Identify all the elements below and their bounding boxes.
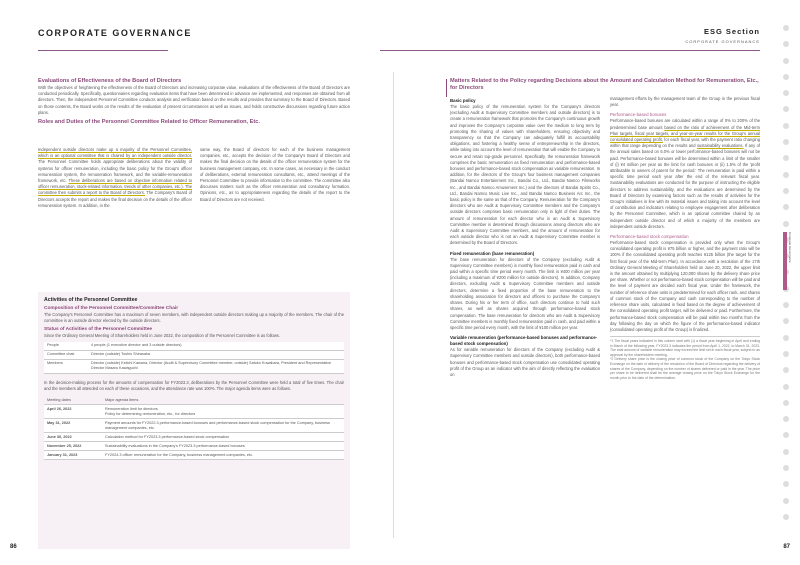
activities-content [44, 297, 344, 460]
variable-continued: management efforts by the management team of the Group in the previous fiscal year. [610, 96, 760, 108]
basic-policy-title: Basic policy [450, 98, 476, 103]
roles-underline-2: These deliberations are based on objective information related to officer remuneration, stock-related information, trends of other companies, etc.). The committee then submits a report to the Board of Directors. [38, 178, 193, 196]
table-header-cell: Major agenda items [102, 396, 344, 405]
fixed-body: The base remuneration for directors of the Company (excluding Audit & Supervisory Committee members) is monthly fixed remuneration paid in cash and paid within a specific time period every month. The limit is ¥400 million per year (including a maximum of ¥200 million for outside directors). In addition, Company directors, excluding Audit & Supervisory Committee members and outside directors, determine a fixed proportion of the base remuneration to the shareholding association for directors and officers to purchase the Company's shares. During his or her term of office, such directors continue to hold such shares, as well as shares acquired through performance-based stock compensation. The base remuneration for directors who are Audit & Supervisory Committee members is monthly fixed remuneration paid in cash, and paid within a specific time period every month, with the limit of ¥100 million per year. [450, 256, 600, 330]
side-nav-dot[interactable] [783, 384, 789, 390]
table-cell: Director (outside) Toshio Shirasaka [88, 350, 344, 359]
roles-body-1 [38, 147, 192, 209]
variable-body: As for variable remuneration for directors of the Company (excluding Audit & Supervisory Committee members and outside directors), both performance-based bonuses and performance-based stock compensation use consolidated operating profit of the Group as an indicator with the aim of directly reflecting the evaluation on [450, 347, 600, 377]
side-nav-dot[interactable] [783, 432, 789, 438]
roles-underline-1: Independent outside directors make up a majority of the Personnel Committee, which is an optional committee that is chaired by an independent outside director. [38, 147, 192, 159]
activities-title: Activities of the Personnel Committee [44, 297, 138, 303]
bonus-body [610, 118, 760, 230]
stock-title: Performance-based stock compensation [610, 234, 689, 240]
side-nav-dot[interactable] [783, 367, 789, 373]
side-nav-dot[interactable] [783, 351, 789, 357]
roles-text-1: The Personnel Committee holds appropriate deliberations about the validity of systems for officer remuneration, including the basic policy for the Group's officer remuneration system, the remuneration framework, and the variable-remuneration framework, etc. [38, 159, 192, 184]
roles-col-1 [38, 147, 192, 209]
eval-title: Evaluations of Effectiveness of the Board of Directors [38, 78, 182, 84]
side-nav-dot[interactable] [783, 449, 789, 455]
side-nav-dot[interactable] [783, 41, 789, 47]
section-tab-label: Corporate Governance [788, 232, 792, 263]
table-cell: Remuneration limit for directors Policy for determining remuneration, etc., for directors [102, 405, 344, 419]
roles-body-2: same way, the Board of directors for each of the business management companies, etc., accepts the decision of the Company's Board of Directors and makes the final decision on the details of the officer remuneration system for the business management company, etc. In some cases, as necessary in the conduct of deliberations, external remuneration consultants, etc., attend meetings of the Personnel Committee to provide information to the committee. The committee also discusses matters such as the officer remuneration and consultancy formation. Opinions, etc., as to appropriateness regarding the details of the report to the Board of Directors are not received. [200, 147, 350, 202]
table-cell: April 26, 2022 [44, 405, 102, 419]
side-nav-dot[interactable] [783, 25, 789, 31]
table-cell: 4 people (1 executive director and 3 outside directors) [88, 342, 344, 351]
status-body: Since the Ordinary General Meeting of Shareholders held in June 2022, the composition of the Personnel Committee is as follows. [44, 333, 280, 339]
header-rule-left [38, 50, 168, 51]
table-cell: Director (outside) Keiichi Kawana, Director (Audit & Supervisory Committee member, outside) Satoko Kuwabara, President and Representative Director Masaru Kawaguchi [88, 359, 344, 373]
table-cell: Sustainability evaluations in the Company's FY2023.3 performance-based bonuses [102, 442, 344, 451]
side-nav-dot[interactable] [783, 465, 789, 471]
roles-text-2: The Company's Board of Directors accepts the report and makes the final decision on the details of the officer remuneration system. In addition, in the [38, 190, 193, 208]
stock-body: Performance-based stock compensation is provided only when the Group's consolidated operating profit is ¥75 billion or higher, and the payment ratio will be 100% if the consolidated operating profit reaches ¥125 billion (the target for the first fiscal year of the Mid-term Plan). In accordance with a resolution of the 17th Ordinary General Meeting of Shareholders held on June 20, 2022, the upper limit is the amount obtained by multiplying 120,000 shares by the delivery share price per share. Whether or not performance-based stock compensation will be paid and the level of payment are decided each fiscal year. Under the framework, the number of reference share units is predetermined for each officer rank, and shares of common stock of the Company and cash corresponding to the number of reference share units, calculated in fixed based on the degree of achievement of the consolidated operating profit target, will be delivered or paid. Furthermore, the performance-based stock compensation will be paid within two months from the day following the day on which the figure of the performance-based indicator (consolidated operating profit of the Group) is finalized. [610, 240, 760, 332]
section-tab-marker[interactable] [783, 232, 787, 290]
table-row [44, 350, 344, 359]
table-cell: Calculation method for FY2023.3 performance-based stock compensation [102, 433, 344, 442]
bonus-underline-1: based on the ratio of achievement of the Mid-term Plan targets, fiscal year targets, and year-on-year results for the Group's annual consolidated operating profit, [610, 124, 761, 143]
basic-policy-body: The basic policy of the remuneration system for the Company's directors (excluding Audit & Supervisory Committee members and outside directors) is to create a remuneration framework that promotes the Company's continuous growth and improves the Company's corporate value over the medium to long term by promoting the sharing of values with shareholders, ensuring objectivity and transparency so that the Company can adequately fulfill its accountability obligations, and fostering a healthy sense of entrepreneurship in the directors, while taking into account the level of remuneration that will enable the Company to secure and retain top-grade personnel. Specifically, the remuneration framework comprises the basic remuneration as fixed remuneration and performance-based bonuses and performance-based stock compensation as variable remuneration. In addition, for the directors of the Group's four business management companies (Bandai Namco Entertainment Inc., Bandai Co., Ltd., Bandai Namco Filmworks Inc., and Bandai Namco Amusement Inc.) and the directors of Bandai Spirits Co., Ltd., Bandai Namco Music Live Inc., and Bandai Namco Business Arc Inc., the basic policy is the same as that of the Company. Remuneration for the Company's directors who are Audit & Supervisory Committee members and the Company's outside directors comprises basic remuneration only in light of their duties. The amount of remuneration for each director who is an Audit & Supervisory Committee member is determined through discussions among directors who are Audit & Supervisory Committee members, and the amount of remuneration for each outside director who is not an Audit & Supervisory Committee member is determined by the Board of Directors. [450, 104, 600, 246]
matters-title: Matters Related to the Policy regarding Decisions about the Amount and Calculation Method for Remuneration, Etc., for Directors [450, 78, 759, 91]
roles-title: Roles and Duties of the Personnel Committee Related to Officer Remuneration, Etc. [38, 119, 260, 126]
page-number-left: 86 [10, 544, 17, 550]
table-cell: Payment amounts for FY2022.3 performance-based bonuses and performance-based stock compensation for the Company, business management companies, etc. [102, 419, 344, 433]
table-row [44, 419, 344, 433]
footnotes [610, 336, 760, 380]
side-nav-dot[interactable] [783, 155, 789, 161]
matters-col-1 [450, 98, 600, 378]
side-nav-dot[interactable] [783, 58, 789, 64]
eval-body: With the objectives of heightening the effectiveness of the Board of Directors and increasing corporate value, evaluations of the effectiveness of the Board of Directors are conducted periodically. Specifically, questionnaires regarding evaluation items that have been determined in advance are implemented, and responses are obtained from all directors. Then, the independent Personnel Committee conducts analysis and verification based on the results and provides that summary to the Board of Directors. Based on those contents, the Board works on the results of the evaluation of present circumstances as well as issues, and holds constructive discussions regarding future action plans. [38, 85, 350, 115]
table-cell: June 30, 2022 [44, 433, 102, 442]
bonus-text-2: for each fiscal year, with the payment ratio changing within that range depending on the results and [610, 137, 760, 149]
header-left: CORPORATE GOVERNANCE [38, 28, 192, 38]
table-cell: November 25, 2022 [44, 442, 102, 451]
table-cell: FY2024.3 officer remuneration for the Company, business management companies, etc. [102, 451, 344, 460]
table-row [44, 442, 344, 451]
composition-title: Composition of the Personnel Committee/Committee Chair [44, 306, 179, 311]
table-row [44, 359, 344, 373]
side-nav-dot[interactable] [783, 302, 789, 308]
table-cell: January 31, 2023 [44, 451, 102, 460]
side-nav-dot[interactable] [783, 106, 789, 112]
members-table [44, 342, 344, 374]
side-nav-dot[interactable] [783, 498, 789, 504]
matters-header [450, 78, 760, 92]
meetings-table [44, 396, 344, 460]
table-row [44, 405, 344, 419]
side-nav-dot[interactable] [783, 416, 789, 422]
composition-body: The Company's Personnel Committee has a maximum of seven members, with independent outside directors making up a majority of the members. The chair of the committee is an outside director elected by the outside directors. [44, 312, 344, 324]
title-accent-line [446, 79, 447, 97]
table-row [44, 342, 344, 351]
side-nav-dot[interactable] [783, 400, 789, 406]
side-nav-dot[interactable] [783, 514, 789, 520]
page-number-right: 87 [783, 544, 790, 550]
variable-title: Variable remuneration (performance-based bonuses and performance-based stock compensation) [450, 335, 598, 347]
side-nav-dot[interactable] [783, 188, 789, 194]
footnote-2: *2 Delivery share price is the closing price of common stock of the Company on the Tokyo Stock Exchange on the date of delivery of the resolution of the Board of Directors regarding the delivery of shares of the Company, depending on the number of shares delivered or paid in the year. The price per share to be delivered shall be the average closing price on the Tokyo Stock Exchange for the month prior to the date of the determination. [610, 357, 760, 380]
side-nav-dot[interactable] [783, 481, 789, 487]
roles-col-2 [200, 147, 350, 203]
side-nav-dot[interactable] [783, 335, 789, 341]
side-nav-dot[interactable] [783, 318, 789, 324]
side-nav-dot[interactable] [783, 221, 789, 227]
bonus-underline-2: sustainability evaluations. [696, 143, 744, 149]
table-row [44, 451, 344, 460]
header-rule-right [380, 50, 760, 51]
eval-section [38, 78, 350, 126]
side-nav-dot[interactable] [783, 74, 789, 80]
side-nav-dot[interactable] [783, 172, 789, 178]
table-cell: People [44, 342, 88, 351]
side-nav-dot[interactable] [783, 139, 789, 145]
side-nav-dot[interactable] [783, 90, 789, 96]
status-title: Status of Activities of the Personnel Committee [44, 327, 153, 333]
bonus-title: Performance-based bonuses [610, 112, 667, 118]
page-gutter [393, 72, 394, 538]
bonus-text-1: Performance-based bonuses are calculated within a range of 0% to 200% of the predetermined base amount [610, 118, 760, 130]
header-section-title: ESG Section [703, 27, 760, 36]
fixed-title: Fixed remuneration (base remuneration) [450, 250, 535, 256]
footnote-1: *1 The fiscal years indicated in this column start with (1) a fiscal year beginning in April and ending in March of the following year. FY2023.3 indicates the period from April 1, 2022, to March 31, 2023. The total amount of variable remuneration may exceed the limit set in each fiscal year, subject to an approval by the shareholders meeting. [610, 339, 760, 357]
table-cell: Members [44, 359, 88, 373]
table-cell: May 31, 2022 [44, 419, 102, 433]
table-header-row [44, 396, 344, 405]
side-nav-dot[interactable] [783, 123, 789, 129]
side-nav-dot[interactable] [783, 204, 789, 210]
table-row [44, 433, 344, 442]
table-header-cell: Meeting dates [44, 396, 102, 405]
matters-col-2 [610, 96, 760, 380]
table-cell: Committee chair [44, 350, 88, 359]
decision-body: In the decision-making process for the amounts of compensation for FY2023.3, deliberations by the Personnel Committee were held a total of five times. The chair and the members all attended on each of these occasions, and the attendance rate was 100%. The major agenda items were as follows. [44, 379, 344, 391]
header-section-sub: CORPORATE GOVERNANCE [685, 39, 760, 44]
bonus-text-3: If any of the annual sales based on 5.0% or lower performance-based bonuses will not be paid. Performance-based bonuses will be determined within a limit of the smaller of (i) ¥4 million per year as the limit for cash bonuses or (ii) 1.5% of the 'profit attributable to owners of parent for the period.' The remuneration is paid within a specific time period each year after the end of the relevant fiscal year. Sustainability evaluations are conducted for the purpose of instructing the eligible directors to address sustainability, and the evaluations are determined by the Board of Directors by examining factors such as the results of activities for the Group's initiatives in line with its material issues and taking into account the level of contribution and indicators relating to employee engagement after deliberation by the Personnel Committee, which is an optional committee chaired by an independent outside director and of which a majority of the members are independent outside directors. [610, 143, 760, 229]
activities-box [38, 292, 350, 549]
